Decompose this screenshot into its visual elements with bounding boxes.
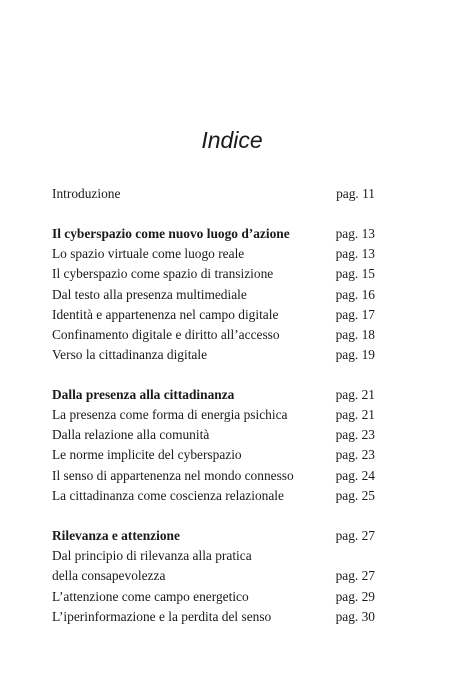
toc-entry-title: Lo spazio virtuale come luogo reale: [52, 246, 245, 261]
toc-entry: [52, 264, 375, 284]
toc-entry-title: della consapevolezza: [52, 568, 166, 583]
toc-entry: [52, 425, 375, 445]
toc-entry-title: La presenza come forma di energia psichica: [52, 407, 288, 422]
toc-entry-title: Dal principio di rilevanza alla pratica: [52, 548, 252, 563]
toc-entry: [52, 546, 375, 566]
toc-entry: [52, 305, 375, 325]
toc-entry-title: Introduzione: [52, 186, 121, 201]
toc-entry: [52, 445, 375, 465]
toc-page-number: pag. 18: [335, 327, 375, 342]
toc-entry-title: Dalla relazione alla comunità: [52, 427, 210, 442]
toc-entry: [52, 345, 375, 365]
toc-entry: [52, 184, 375, 204]
toc-entry: [52, 405, 375, 425]
toc-entry: [52, 325, 375, 345]
toc-entry: [52, 486, 375, 506]
toc-page-number: pag. 13: [335, 226, 375, 241]
toc-entry-title: Rilevanza e attenzione: [52, 528, 180, 543]
toc-section-heading: [52, 526, 375, 546]
toc-entry-title: Il senso di appartenenza nel mondo connesso: [52, 468, 294, 483]
toc-page-number: pag. 19: [335, 347, 375, 362]
toc-page-number: pag. 13: [335, 246, 375, 261]
toc-entry-title: Dal testo alla presenza multimediale: [52, 287, 247, 302]
toc-page-number: pag. 17: [335, 307, 375, 322]
toc-page-number: pag. 24: [335, 468, 375, 483]
toc-page-number: pag. 25: [335, 488, 375, 503]
toc-page-number: pag. 29: [335, 589, 375, 604]
toc-page-number: pag. 30: [335, 609, 375, 624]
toc-entry: [52, 244, 375, 264]
toc-entry: [52, 466, 375, 486]
toc-page-number: pag. 21: [335, 387, 375, 402]
toc-entry-title: Le norme implicite del cyberspazio: [52, 447, 242, 462]
toc-page-number: pag. 27: [335, 528, 375, 543]
toc-entry: [52, 607, 375, 627]
toc-page-number: pag. 27: [335, 568, 375, 583]
toc-entry-title: L’attenzione come campo energetico: [52, 589, 249, 604]
toc-page-number: pag. 15: [335, 266, 375, 281]
toc-entry-title: Confinamento digitale e diritto all’accesso: [52, 327, 280, 342]
toc-entry-title: Identità e appartenenza nel campo digitale: [52, 307, 279, 322]
toc-entry-title: Verso la cittadinanza digitale: [52, 347, 208, 362]
toc-entry: [52, 285, 375, 305]
page-title: Indice: [201, 127, 263, 153]
toc-entry: [52, 566, 375, 586]
toc-entry: [52, 587, 375, 607]
toc-page-number: pag. 21: [335, 407, 375, 422]
toc-entry-title: Dalla presenza alla cittadinanza: [52, 387, 235, 402]
toc-entry-title: Il cyberspazio come spazio di transizione: [52, 266, 274, 281]
toc-page-number: pag. 16: [335, 287, 375, 302]
toc-page-number: pag. 23: [335, 447, 375, 462]
toc-section-heading: [52, 385, 375, 405]
toc-entry-title: L’iperinformazione e la perdita del senso: [52, 609, 272, 624]
toc-entry-title: Il cyberspazio come nuovo luogo d’azione: [52, 226, 290, 241]
toc-section-heading: [52, 224, 375, 244]
toc-page-number: pag. 11: [336, 186, 375, 201]
toc-entry-title: La cittadinanza come coscienza relazionale: [52, 488, 284, 503]
toc-page-number: pag. 23: [335, 427, 375, 442]
